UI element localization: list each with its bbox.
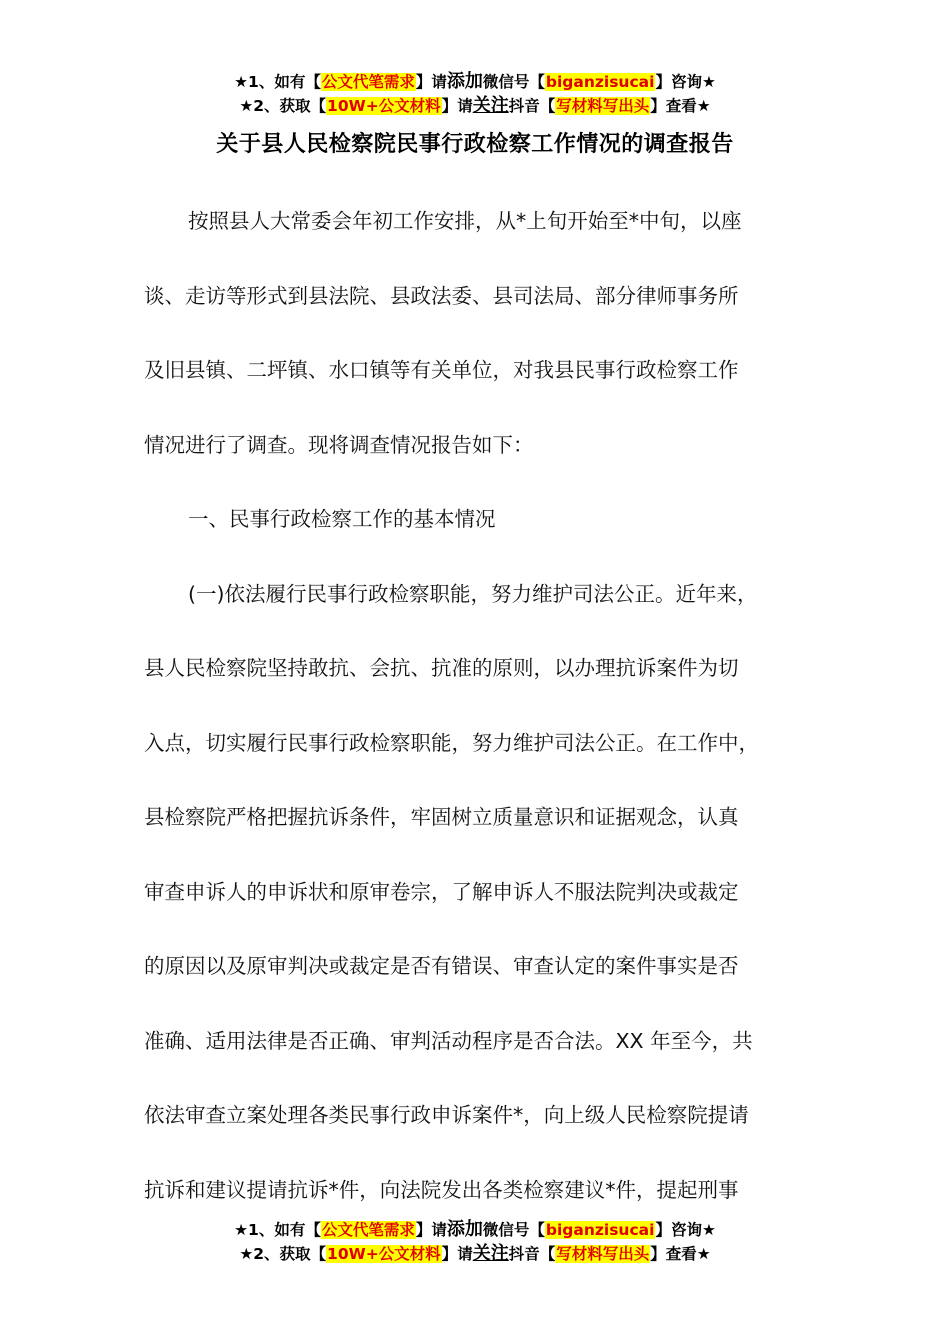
ad-line-2: ★2、获取【10W+公文材料】请关注抖音【写材料写出头】查看★ <box>239 1243 711 1264</box>
body-line: 按照县人大常委会年初工作安排，从*上旬开始至*中旬，以座 <box>188 209 742 233</box>
ad-highlight-materials: 10W+公文材料 <box>327 97 441 115</box>
body-line: 审查申诉人的申诉状和原审卷宗，了解申诉人不服法院判决或裁定 <box>144 879 739 904</box>
body-line: 准确、适用法律是否正确、审判活动程序是否合法。XX 年至今，共 <box>144 1028 753 1053</box>
bottom-ad-banner <box>0 1218 950 1266</box>
ad-highlight-wechat-id: biganzisucai <box>545 1221 655 1239</box>
ad-line-2: ★2、获取【10W+公文材料】请关注抖音【写材料写出头】查看★ <box>239 95 711 116</box>
ad-line-1: ★1、如有【公文代笔需求】请添加微信号【biganzisucai】咨询★ <box>234 71 716 92</box>
body-line: 依法审查立案处理各类民事行政申诉案件*，向上级人民检察院提请 <box>144 1103 749 1127</box>
ad-line-1: ★1、如有【公文代笔需求】请添加微信号【biganzisucai】咨询★ <box>234 1219 716 1240</box>
ad-highlight-materials: 10W+公文材料 <box>327 1245 441 1263</box>
document-body <box>144 184 834 1227</box>
body-line: 情况进行了调查。现将调查情况报告如下： <box>144 432 534 457</box>
body-line: (一)依法履行民事行政检察职能，努力维护司法公正。近年来， <box>188 581 758 606</box>
body-line: 入点，切实履行民事行政检察职能，努力维护司法公正。在工作中， <box>144 730 759 755</box>
ad-highlight-douyin: 写材料写出头 <box>556 97 650 115</box>
body-line: 抗诉和建议提请抗诉*件，向法院发出各类检察建议*件，提起刑事 <box>144 1177 739 1202</box>
section-heading: 一、民事行政检察工作的基本情况 <box>188 507 496 531</box>
body-line: 县检察院严格把握抗诉条件，牢固树立质量意识和证据观念，认真 <box>144 805 739 829</box>
body-line: 谈、走访等形式到县法院、县政法委、县司法局、部分律师事务所 <box>144 283 739 308</box>
body-line: 县人民检察院坚持敢抗、会抗、抗准的原则，以办理抗诉案件为切 <box>144 656 739 680</box>
ad-highlight-wechat-id: biganzisucai <box>545 73 655 91</box>
body-line: 的原因以及原审判决或裁定是否有错误、审查认定的案件事实是否 <box>144 954 739 978</box>
top-ad-banner <box>0 70 950 118</box>
body-line: 及旧县镇、二坪镇、水口镇等有关单位，对我县民事行政检察工作 <box>144 358 739 382</box>
ad-highlight-service: 公文代笔需求 <box>321 73 415 91</box>
ad-highlight-service: 公文代笔需求 <box>321 1221 415 1239</box>
ad-highlight-douyin: 写材料写出头 <box>556 1245 650 1263</box>
document-title: 关于县人民检察院民事行政检察工作情况的调查报告 <box>216 132 734 157</box>
